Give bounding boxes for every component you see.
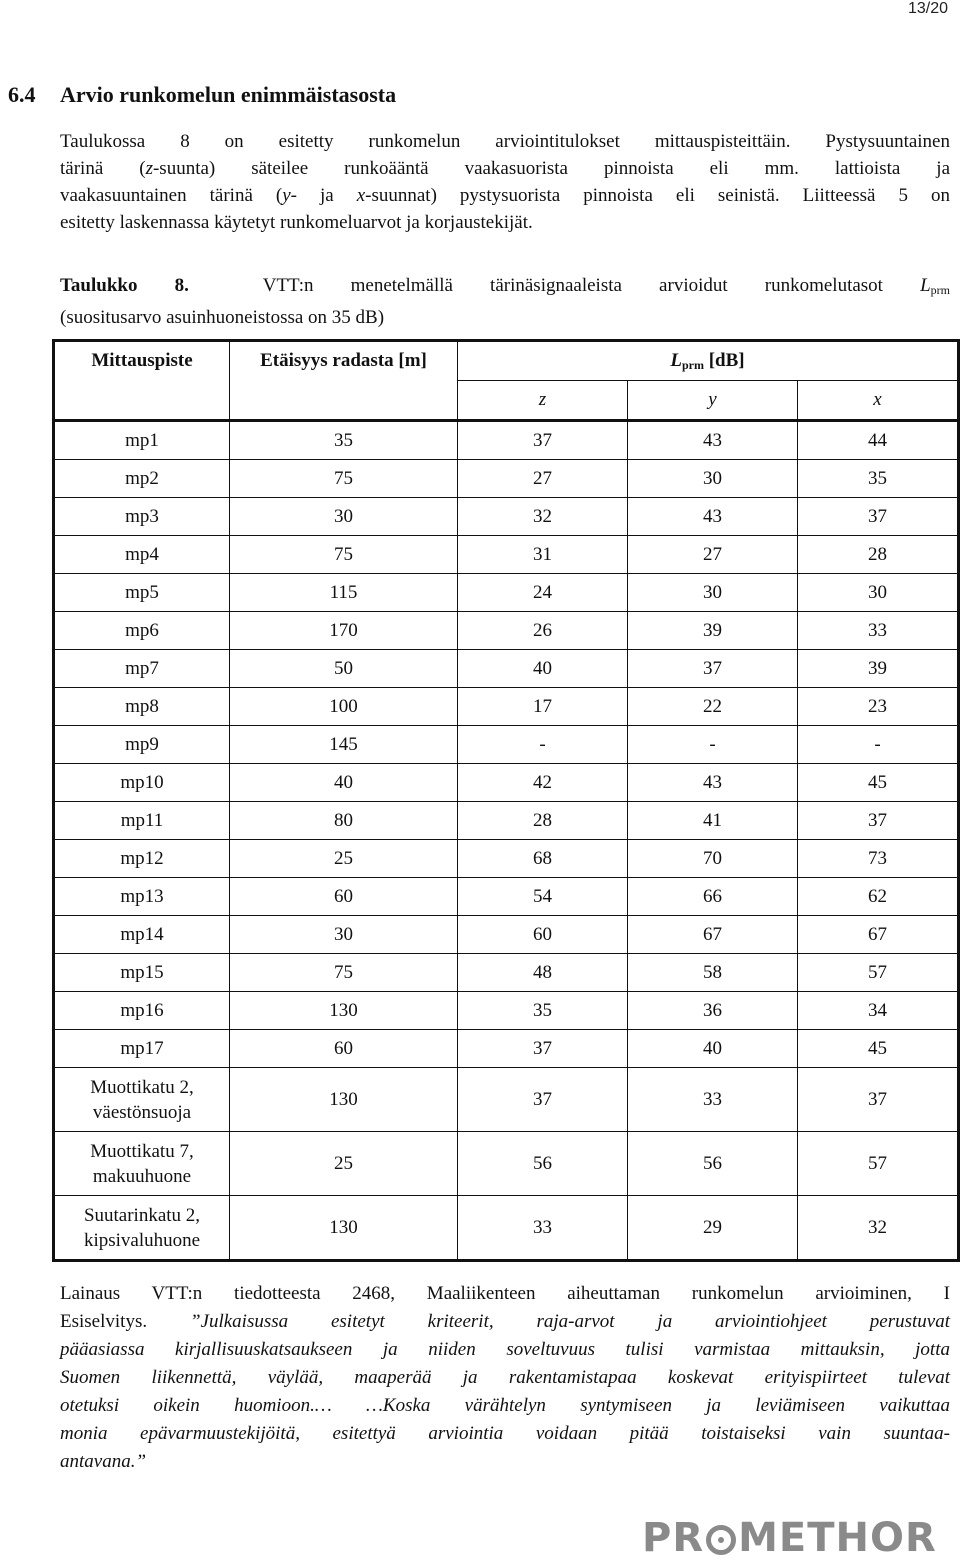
cell-distance: 80 bbox=[230, 802, 458, 840]
cell-z: 37 bbox=[458, 421, 628, 460]
header-blank bbox=[230, 381, 458, 421]
cell-point: mp13 bbox=[54, 878, 230, 916]
cell-point: mp3 bbox=[54, 498, 230, 536]
header-point: Mittauspiste bbox=[54, 341, 230, 381]
table-row bbox=[54, 1068, 959, 1132]
intro-line: tärinä (z-suunta) säteilee runkoääntä vaakasuorista pinnoista eli mm. lattioista ja bbox=[60, 158, 951, 179]
cell-z: 26 bbox=[458, 612, 628, 650]
section-number: 6.4 bbox=[8, 82, 36, 107]
cell-point: mp17 bbox=[54, 1030, 230, 1068]
header-distance: Etäisyys radasta [m] bbox=[230, 341, 458, 381]
cell-z: 28 bbox=[458, 802, 628, 840]
cell-point: mp1 bbox=[54, 421, 230, 460]
table-row bbox=[54, 612, 959, 650]
cell-z: 32 bbox=[458, 498, 628, 536]
cell-x: 37 bbox=[798, 802, 959, 840]
cell-x: 32 bbox=[798, 1196, 959, 1261]
quote-line: antavana.” bbox=[60, 1451, 147, 1472]
cell-x: 73 bbox=[798, 840, 959, 878]
cell-point: mp14 bbox=[54, 916, 230, 954]
cell-point: mp12 bbox=[54, 840, 230, 878]
table-row bbox=[54, 1132, 959, 1196]
cell-z: 68 bbox=[458, 840, 628, 878]
cell-distance: 130 bbox=[230, 1068, 458, 1132]
page-number: 13/20 bbox=[907, 0, 948, 17]
cell-distance: 25 bbox=[230, 840, 458, 878]
cell-y: 36 bbox=[628, 992, 798, 1030]
header-z: z bbox=[458, 381, 628, 421]
header-level: $L_{prm}$ [dB] bbox=[458, 341, 959, 381]
cell-distance: 30 bbox=[230, 498, 458, 536]
cell-x: 28 bbox=[798, 536, 959, 574]
cell-z: 56 bbox=[458, 1132, 628, 1196]
cell-point: mp2 bbox=[54, 460, 230, 498]
cell-point: mp8 bbox=[54, 688, 230, 726]
table-row bbox=[54, 802, 959, 840]
cell-y: 33 bbox=[628, 1068, 798, 1132]
cell-z: 37 bbox=[458, 1030, 628, 1068]
cell-z: 24 bbox=[458, 574, 628, 612]
cell-point: mp5 bbox=[54, 574, 230, 612]
cell-z: - bbox=[458, 726, 628, 764]
table-caption bbox=[60, 272, 950, 331]
cell-x: 45 bbox=[798, 1030, 959, 1068]
cell-point: mp9 bbox=[54, 726, 230, 764]
cell-y: 22 bbox=[628, 688, 798, 726]
cell-distance: 170 bbox=[230, 612, 458, 650]
logo-ring-icon bbox=[706, 1525, 736, 1555]
cell-distance: 130 bbox=[230, 992, 458, 1030]
section-heading bbox=[8, 82, 396, 108]
intro-line: esitetty laskennassa käytetyt runkomeluarvot ja korjaustekijät. bbox=[60, 212, 533, 233]
cell-y: - bbox=[628, 726, 798, 764]
cell-distance: 115 bbox=[230, 574, 458, 612]
cell-x: 57 bbox=[798, 1132, 959, 1196]
cell-x: 30 bbox=[798, 574, 959, 612]
cell-y: 39 bbox=[628, 612, 798, 650]
table-row bbox=[54, 992, 959, 1030]
header-x: x bbox=[798, 381, 959, 421]
table-row bbox=[54, 840, 959, 878]
cell-y: 40 bbox=[628, 1030, 798, 1068]
cell-x: 37 bbox=[798, 498, 959, 536]
cell-x: 62 bbox=[798, 878, 959, 916]
cell-point: Muottikatu 7, makuuhuone bbox=[54, 1132, 230, 1196]
caption-line: Taulukko 8. VTT:n menetelmällä tärinäsignaaleista arvioidut runkomelutasot $L_{prm}$ bbox=[60, 275, 950, 297]
cell-x: 34 bbox=[798, 992, 959, 1030]
table-row bbox=[54, 460, 959, 498]
quote-paragraph bbox=[60, 1280, 950, 1476]
cell-z: 17 bbox=[458, 688, 628, 726]
cell-point: Muottikatu 2, väestönsuoja bbox=[54, 1068, 230, 1132]
cell-z: 37 bbox=[458, 1068, 628, 1132]
cell-y: 27 bbox=[628, 536, 798, 574]
cell-z: 60 bbox=[458, 916, 628, 954]
quote-line: Esiselvitys. ”Julkaisussa esitetyt kriteerit, raja-arvot ja arviointiohjeet perustuvat bbox=[60, 1311, 950, 1332]
cell-y: 43 bbox=[628, 764, 798, 802]
intro-line: vaakasuuntainen tärinä (y- ja x-suunnat) pystysuorista pinnoista eli seinistä. Liitteessä 5 on bbox=[60, 185, 950, 206]
cell-point: mp11 bbox=[54, 802, 230, 840]
cell-point: mp10 bbox=[54, 764, 230, 802]
table-row bbox=[54, 878, 959, 916]
table-row bbox=[54, 954, 959, 992]
header-y: y bbox=[628, 381, 798, 421]
quote-line: monia epävarmuustekijöitä, esitettyä arviointia voidaan pitää toistaiseksi vain suuntaa- bbox=[60, 1423, 950, 1444]
cell-z: 35 bbox=[458, 992, 628, 1030]
table-row bbox=[54, 498, 959, 536]
quote-line: Lainaus VTT:n tiedotteesta 2468, Maaliikenteen aiheuttaman runkomelun arvioiminen, I bbox=[60, 1283, 950, 1304]
cell-z: 42 bbox=[458, 764, 628, 802]
cell-point: mp16 bbox=[54, 992, 230, 1030]
cell-z: 48 bbox=[458, 954, 628, 992]
cell-x: 39 bbox=[798, 650, 959, 688]
cell-y: 56 bbox=[628, 1132, 798, 1196]
cell-y: 29 bbox=[628, 1196, 798, 1261]
cell-x: 67 bbox=[798, 916, 959, 954]
promethor-logo: PR METHOR bbox=[642, 1515, 937, 1561]
table-row bbox=[54, 726, 959, 764]
cell-distance: 40 bbox=[230, 764, 458, 802]
cell-y: 43 bbox=[628, 421, 798, 460]
cell-distance: 130 bbox=[230, 1196, 458, 1261]
table-row bbox=[54, 574, 959, 612]
cell-y: 67 bbox=[628, 916, 798, 954]
cell-point: mp15 bbox=[54, 954, 230, 992]
cell-point: Suutarinkatu 2, kipsivaluhuone bbox=[54, 1196, 230, 1261]
cell-y: 30 bbox=[628, 574, 798, 612]
quote-line: otetuksi oikein huomioon.… …Koska värähtelyn syntymiseen ja leviämiseen vaikuttaa bbox=[60, 1395, 950, 1416]
cell-x: 44 bbox=[798, 421, 959, 460]
cell-distance: 25 bbox=[230, 1132, 458, 1196]
cell-x: 57 bbox=[798, 954, 959, 992]
caption-line: (suositusarvo asuinhuoneistossa on 35 dB) bbox=[60, 307, 385, 328]
cell-point: mp7 bbox=[54, 650, 230, 688]
cell-x: 37 bbox=[798, 1068, 959, 1132]
cell-x: 45 bbox=[798, 764, 959, 802]
table-row bbox=[54, 421, 959, 460]
cell-z: 33 bbox=[458, 1196, 628, 1261]
header-blank bbox=[54, 381, 230, 421]
cell-y: 41 bbox=[628, 802, 798, 840]
cell-distance: 145 bbox=[230, 726, 458, 764]
quote-line: pääasiassa kirjallisuuskatsaukseen ja niiden soveltuvuus tulisi varmistaa mittauksin, jotta bbox=[60, 1339, 950, 1360]
table-row bbox=[54, 916, 959, 954]
cell-distance: 35 bbox=[230, 421, 458, 460]
table-row bbox=[54, 536, 959, 574]
cell-distance: 75 bbox=[230, 954, 458, 992]
table-row bbox=[54, 650, 959, 688]
cell-y: 58 bbox=[628, 954, 798, 992]
cell-distance: 75 bbox=[230, 536, 458, 574]
cell-y: 43 bbox=[628, 498, 798, 536]
caption-label: Taulukko 8. bbox=[60, 275, 189, 296]
cell-y: 37 bbox=[628, 650, 798, 688]
cell-y: 66 bbox=[628, 878, 798, 916]
table-row bbox=[54, 688, 959, 726]
cell-distance: 50 bbox=[230, 650, 458, 688]
vibration-table bbox=[52, 339, 960, 1262]
cell-y: 70 bbox=[628, 840, 798, 878]
intro-paragraph bbox=[60, 128, 950, 236]
quote-line: Suomen liikennettä, väylää, maaperää ja rakentamistapaa koskevat erityispiirteet tulevat bbox=[60, 1367, 950, 1388]
cell-distance: 60 bbox=[230, 878, 458, 916]
cell-x: 33 bbox=[798, 612, 959, 650]
intro-line: Taulukossa 8 on esitetty runkomelun arviointitulokset mittauspisteittäin. Pystysuuntainen bbox=[60, 131, 950, 152]
table-row bbox=[54, 764, 959, 802]
cell-x: - bbox=[798, 726, 959, 764]
cell-x: 35 bbox=[798, 460, 959, 498]
section-title: Arvio runkomelun enimmäistasosta bbox=[60, 82, 397, 107]
cell-z: 54 bbox=[458, 878, 628, 916]
cell-distance: 30 bbox=[230, 916, 458, 954]
cell-distance: 75 bbox=[230, 460, 458, 498]
cell-z: 40 bbox=[458, 650, 628, 688]
cell-x: 23 bbox=[798, 688, 959, 726]
cell-distance: 100 bbox=[230, 688, 458, 726]
cell-point: mp6 bbox=[54, 612, 230, 650]
cell-distance: 60 bbox=[230, 1030, 458, 1068]
cell-y: 30 bbox=[628, 460, 798, 498]
table-row bbox=[54, 1196, 959, 1261]
table-row bbox=[54, 1030, 959, 1068]
cell-z: 31 bbox=[458, 536, 628, 574]
cell-z: 27 bbox=[458, 460, 628, 498]
cell-point: mp4 bbox=[54, 536, 230, 574]
